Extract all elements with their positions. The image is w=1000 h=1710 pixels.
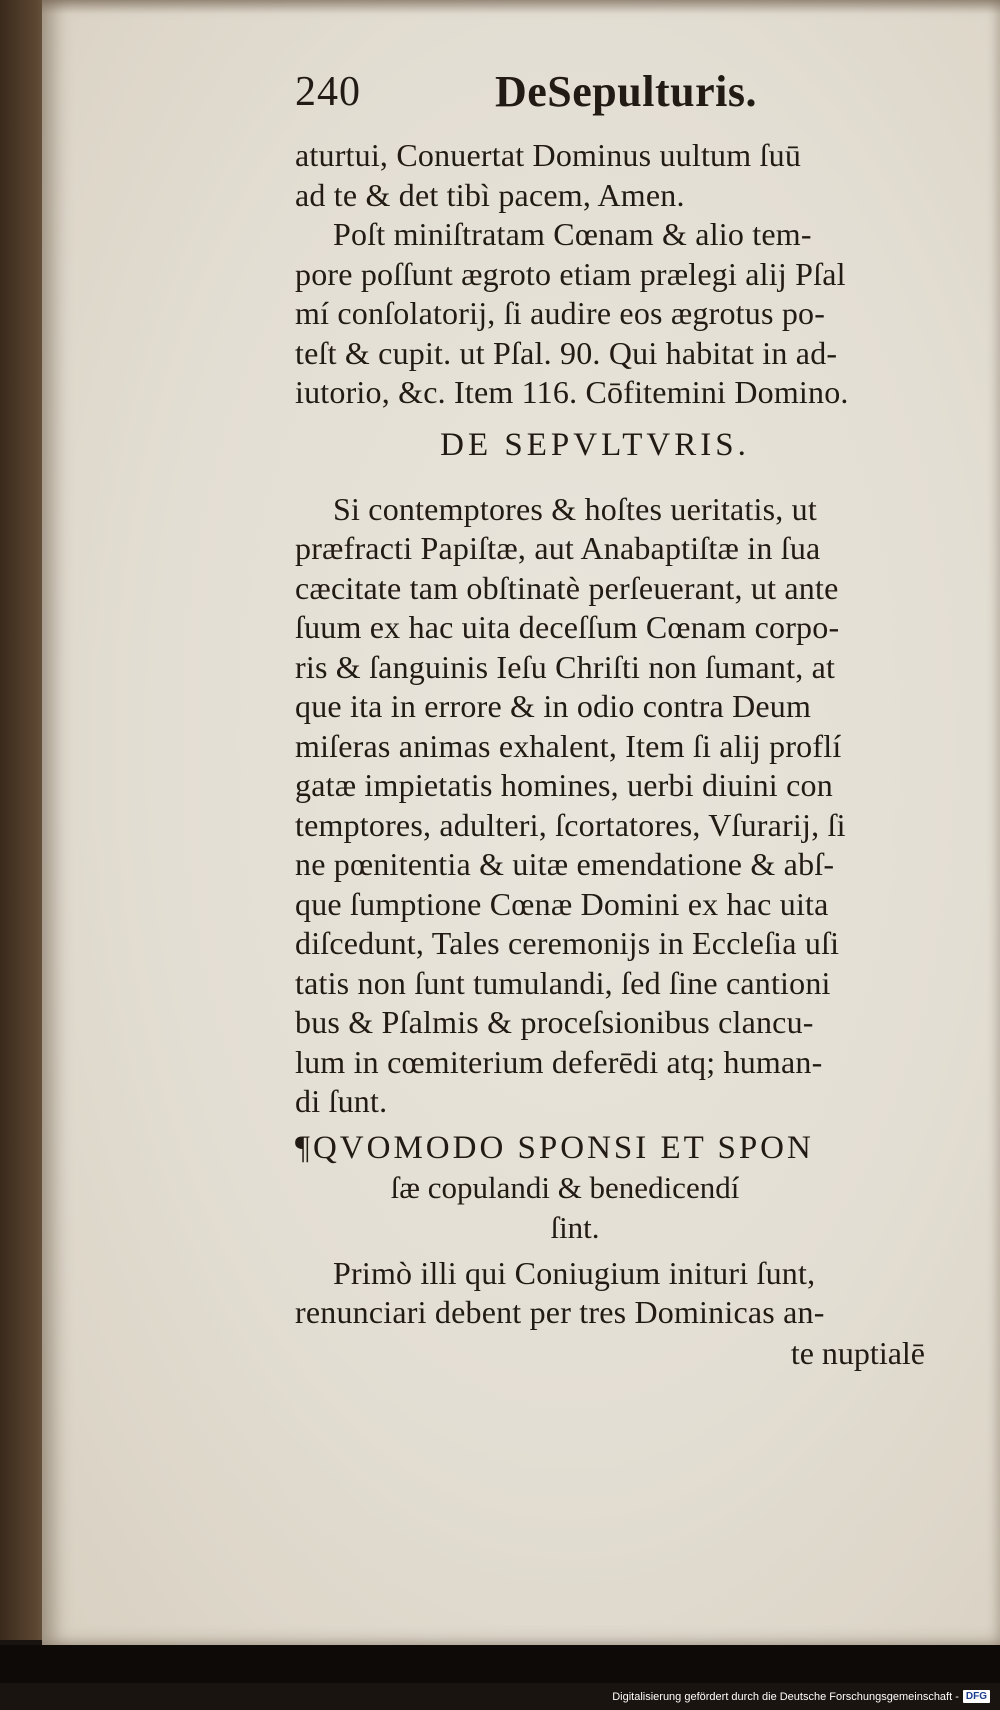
text-line: diſcedunt, Tales ceremonijs in Eccleſia uſi [295, 925, 840, 961]
heading-line: ¶QVOMODO SPONSI ET SPON [295, 1129, 814, 1166]
text-line: di ſunt. [295, 1083, 388, 1119]
text-line: teſt & cupit. ut Pſal. 90. Qui habitat in ad- [295, 334, 838, 371]
scan-bottom-band [0, 1645, 1000, 1683]
text-line: Poſt miniſtratam Cœnam & alio tem- [333, 216, 812, 252]
catchword: te nuptialē [790, 1334, 925, 1371]
credit-text: Digitalisierung gefördert durch die Deutsche Forschungsgemeinschaft - [612, 1690, 959, 1703]
dfg-logo: DFG [963, 1690, 990, 1703]
text-line: bus & Pſalmis & proceſsionibus clancu- [295, 1004, 814, 1040]
text-line: præfracti Papiſtæ, aut Anabaptiſtæ in ſua [295, 530, 821, 566]
text-line: ne pœnitentia & uitæ emendatione & abſ- [295, 846, 835, 882]
text-line: aturtui, Conuertat Dominus uultum ſuū [295, 137, 802, 173]
text-line: ad te & det tibì pacem, Amen. [295, 176, 685, 213]
paragraph-prayer-end [295, 136, 955, 215]
text-line: miſeras animas exhalent, Item ſi alij proflí [295, 727, 842, 764]
page-text-block [295, 60, 955, 1373]
digitization-credit [612, 1690, 990, 1703]
text-line: temptores, adulteri, ſcortatores, Vſurarij, ſi [295, 806, 846, 843]
text-line: mí conſolatorij, ſi audire eos ægrotus po- [295, 295, 826, 331]
text-line: iutorio, &c. Item 116. Cōfitemini Domino. [295, 374, 849, 410]
text-line: gatæ impietatis homines, uerbi diuini con [295, 767, 833, 803]
text-line: ris & ſanguinis Ieſu Chriſti non ſumant, at [295, 648, 836, 685]
section-heading-sepulturis: DE SEPVLTVRIS. [440, 426, 750, 463]
heading-line: ſint. [550, 1209, 600, 1245]
paragraph-burials [295, 490, 955, 1122]
running-title: DeSepulturis. [495, 67, 757, 116]
paragraph-marriage [295, 1254, 955, 1333]
text-line: que ita in errore & in odio contra Deum [295, 688, 812, 724]
text-line: lum in cœmiterium deferēdi atq; human- [295, 1043, 823, 1080]
running-head [295, 60, 955, 132]
heading-line: ſæ copulandi & benedicendí [390, 1169, 740, 1205]
page-number: 240 [295, 69, 361, 115]
text-line: renunciari debent per tres Dominicas an- [295, 1294, 825, 1330]
text-line: que ſumptione Cœnæ Domini ex hac uita [295, 885, 829, 922]
section-heading-sponsi [295, 1128, 955, 1248]
text-line: pore poſſunt ægroto etiam prælegi alij Pſal [295, 255, 846, 292]
text-line: Si contemptores & hoſtes ueritatis, ut [333, 490, 817, 527]
page-top-shadow [42, 0, 1000, 14]
paragraph-psalms [295, 215, 955, 413]
text-line: ſuum ex hac uita deceſſum Cœnam corpo- [295, 609, 840, 645]
text-line: tatis non ſunt tumulandi, ſed ſine cantioni [295, 964, 831, 1001]
text-line: Primò illi qui Coniugium inituri ſunt, [333, 1254, 816, 1291]
text-line: cæcitate tam obſtinatè perſeuerant, ut ante [295, 569, 839, 606]
